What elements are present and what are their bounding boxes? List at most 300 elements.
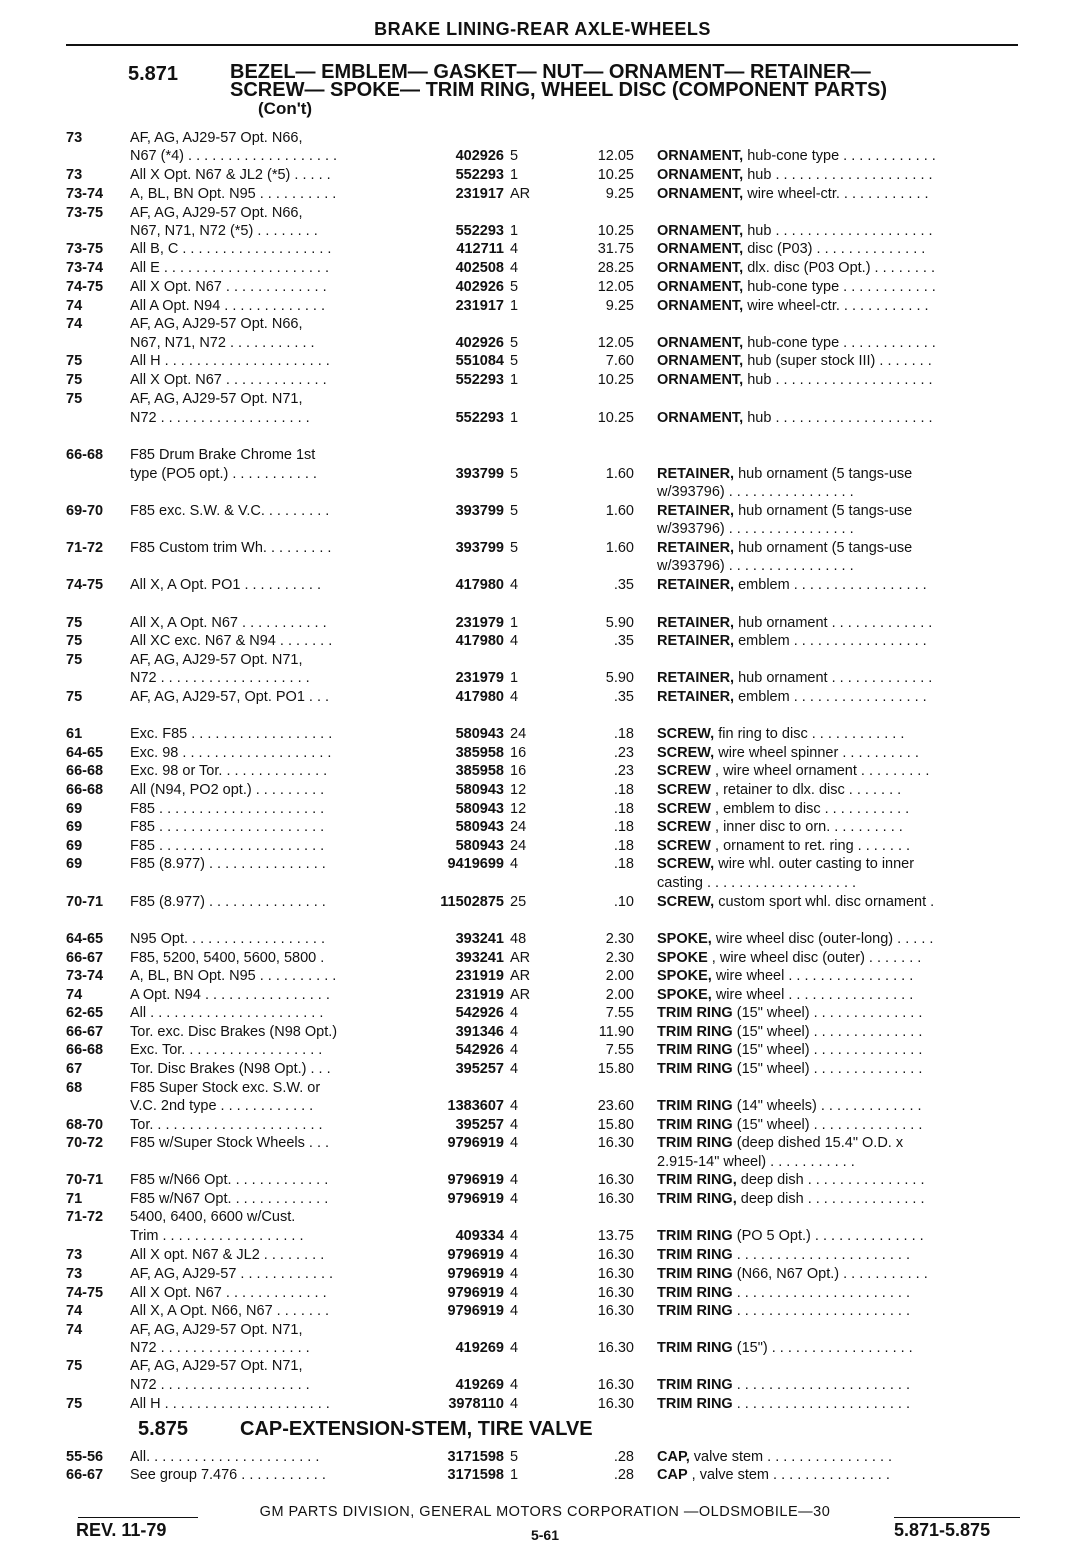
description-detail: deep dish . . . . . . . . . . . . . . . bbox=[736, 1191, 925, 1207]
model-year: 74-75 bbox=[66, 577, 104, 593]
description bbox=[657, 1246, 1027, 1265]
description-keyword: SCREW bbox=[657, 819, 711, 835]
table-row bbox=[0, 1466, 1090, 1485]
table-row bbox=[0, 166, 1090, 185]
table-row bbox=[0, 762, 1090, 781]
description-keyword: TRIM RING bbox=[657, 1285, 733, 1301]
part-number: 417980 bbox=[455, 577, 504, 593]
description bbox=[657, 1116, 1027, 1135]
model-year: 62-65 bbox=[66, 1005, 104, 1021]
quantity: 4 bbox=[510, 1024, 519, 1040]
table-row bbox=[0, 315, 1090, 334]
quantity: 4 bbox=[510, 1377, 519, 1393]
quantity: 25 bbox=[510, 894, 527, 910]
model-year: 73-74 bbox=[66, 260, 104, 276]
application: AF, AG, AJ29-57 Opt. N71, bbox=[130, 1322, 303, 1338]
description-keyword: TRIM RING bbox=[657, 1098, 733, 1114]
description bbox=[657, 930, 1027, 949]
description-keyword: ORNAMENT, bbox=[657, 167, 744, 183]
price: .10 bbox=[613, 894, 634, 910]
description-detail: valve stem . . . . . . . . . . . . . . . . bbox=[689, 1449, 893, 1465]
quantity: 1 bbox=[510, 298, 519, 314]
description-detail: hub . . . . . . . . . . . . . . . . . . . . bbox=[743, 223, 933, 239]
part-number: 580943 bbox=[455, 838, 504, 854]
model-year: 64-65 bbox=[66, 931, 104, 947]
price: 16.30 bbox=[597, 1191, 634, 1207]
application: F85 w/N67 Opt. . . . . . . . . . . . . bbox=[130, 1191, 329, 1207]
description bbox=[657, 688, 1027, 707]
part-number: 393799 bbox=[455, 466, 504, 482]
description bbox=[657, 222, 1027, 241]
description bbox=[657, 669, 1027, 688]
description-keyword: SPOKE, bbox=[657, 931, 712, 947]
description bbox=[657, 1395, 1027, 1414]
table-row bbox=[0, 1004, 1090, 1023]
application: All X, A Opt. N67 . . . . . . . . . . . bbox=[130, 615, 327, 631]
description-keyword: TRIM RING bbox=[657, 1024, 733, 1040]
price: 16.30 bbox=[597, 1266, 634, 1282]
part-number: 412711 bbox=[456, 241, 504, 257]
description-keyword: ORNAMENT, bbox=[657, 372, 744, 388]
description-detail: emblem . . . . . . . . . . . . . . . . . bbox=[734, 689, 927, 705]
application: All X, A Opt. PO1 . . . . . . . . . . bbox=[130, 577, 321, 593]
description-keyword: TRIM RING bbox=[657, 1303, 733, 1319]
description-keyword: TRIM RING bbox=[657, 1042, 733, 1058]
table-row bbox=[0, 1190, 1090, 1209]
description bbox=[657, 371, 1027, 390]
quantity: 16 bbox=[510, 745, 527, 761]
description-keyword: TRIM RING bbox=[657, 1377, 733, 1393]
table-row bbox=[0, 576, 1090, 595]
application: F85 . . . . . . . . . . . . . . . . . . . . . bbox=[130, 819, 325, 835]
price: 5.90 bbox=[605, 615, 634, 631]
description-detail: casting . . . . . . . . . . . . . . . . . . . bbox=[657, 875, 857, 891]
part-number: 393799 bbox=[455, 503, 504, 519]
description bbox=[657, 1265, 1027, 1284]
model-year: 66-68 bbox=[66, 763, 104, 779]
description-detail: hub-cone type . . . . . . . . . . . . bbox=[743, 279, 936, 295]
part-number: 395257 bbox=[455, 1061, 504, 1077]
description-keyword: TRIM RING bbox=[657, 1228, 733, 1244]
application: AF, AG, AJ29-57, Opt. PO1 . . . bbox=[130, 689, 330, 705]
quantity: 24 bbox=[510, 726, 527, 742]
description-keyword: TRIM RING bbox=[657, 1005, 733, 1021]
application: A, BL, BN Opt. N95 . . . . . . . . . . bbox=[130, 186, 337, 202]
model-year: 61 bbox=[66, 726, 83, 742]
application: Exc. 98 . . . . . . . . . . . . . . . . . . . bbox=[130, 745, 332, 761]
description-detail: . . . . . . . . . . . . . . . . . . . . . . bbox=[732, 1377, 910, 1393]
model-year: 75 bbox=[66, 633, 83, 649]
description-detail: emblem . . . . . . . . . . . . . . . . . bbox=[734, 633, 927, 649]
description bbox=[657, 576, 1027, 595]
description-detail: (15" wheel) . . . . . . . . . . . . . . bbox=[732, 1117, 923, 1133]
model-year: 75 bbox=[66, 372, 83, 388]
table-row bbox=[0, 1153, 1090, 1172]
quantity: 5 bbox=[510, 540, 519, 556]
page-title: BRAKE LINING-REAR AXLE-WHEELS bbox=[374, 19, 711, 39]
quantity: 4 bbox=[510, 1042, 519, 1058]
price: .35 bbox=[613, 633, 634, 649]
description bbox=[657, 1339, 1027, 1358]
model-year: 73-75 bbox=[66, 241, 104, 257]
page-number: 5-61 bbox=[530, 1527, 560, 1543]
table-row bbox=[0, 632, 1090, 651]
model-year: 69 bbox=[66, 838, 83, 854]
table-row bbox=[0, 781, 1090, 800]
description-keyword: TRIM RING bbox=[657, 1247, 733, 1263]
description bbox=[657, 1302, 1027, 1321]
quantity: 4 bbox=[510, 1005, 519, 1021]
table-row bbox=[0, 278, 1090, 297]
application: N67, N71, N72 . . . . . . . . . . . bbox=[130, 335, 315, 351]
application: A, BL, BN Opt. N95 . . . . . . . . . . bbox=[130, 968, 337, 984]
description bbox=[657, 967, 1027, 986]
application: All B, C . . . . . . . . . . . . . . . . . . . bbox=[130, 241, 332, 257]
table-row bbox=[0, 502, 1090, 521]
footer-rule-right bbox=[894, 1517, 1020, 1518]
price: .23 bbox=[613, 763, 634, 779]
description-detail: (deep dished 15.4" O.D. x bbox=[732, 1135, 904, 1151]
description bbox=[657, 483, 1027, 502]
quantity: 5 bbox=[510, 335, 519, 351]
table-row bbox=[0, 1023, 1090, 1042]
price: .18 bbox=[613, 856, 634, 872]
application: A Opt. N94 . . . . . . . . . . . . . . . . bbox=[130, 987, 330, 1003]
application: All XC exc. N67 & N94 . . . . . . . bbox=[130, 633, 333, 649]
application: Exc. 98 or Tor. . . . . . . . . . . . . . bbox=[130, 763, 328, 779]
quantity: 4 bbox=[510, 1266, 519, 1282]
quantity: AR bbox=[510, 186, 531, 202]
application: Exc. Tor. . . . . . . . . . . . . . . . . . bbox=[130, 1042, 323, 1058]
application: All. . . . . . . . . . . . . . . . . . . . . . bbox=[130, 1449, 320, 1465]
table-row bbox=[0, 1134, 1090, 1153]
application: F85 (8.977) . . . . . . . . . . . . . . . bbox=[130, 856, 326, 872]
quantity: 24 bbox=[510, 819, 527, 835]
part-number: 580943 bbox=[455, 801, 504, 817]
description bbox=[657, 1134, 1027, 1153]
model-year: 73 bbox=[66, 1266, 83, 1282]
price: 1.60 bbox=[605, 466, 634, 482]
application: All X Opt. N67 . . . . . . . . . . . . . bbox=[130, 1285, 327, 1301]
model-year: 64-65 bbox=[66, 745, 104, 761]
table-row bbox=[0, 465, 1090, 484]
description-keyword: TRIM RING bbox=[657, 1340, 733, 1356]
part-number: 393241 bbox=[455, 950, 504, 966]
table-row bbox=[0, 1265, 1090, 1284]
price: 10.25 bbox=[597, 372, 634, 388]
description-detail: (14" wheels) . . . . . . . . . . . . . bbox=[732, 1098, 922, 1114]
quantity: AR bbox=[510, 968, 531, 984]
part-number: 3171598 bbox=[447, 1467, 504, 1483]
table-row bbox=[0, 1041, 1090, 1060]
table-row bbox=[0, 1060, 1090, 1079]
quantity: 4 bbox=[510, 1061, 519, 1077]
application: type (PO5 opt.) . . . . . . . . . . . bbox=[130, 466, 317, 482]
description-detail: wire wheel-ctr. . . . . . . . . . . . bbox=[743, 298, 929, 314]
description-detail: disc (P03) . . . . . . . . . . . . . . bbox=[743, 241, 926, 257]
part-number: 385958 bbox=[455, 745, 504, 761]
application: AF, AG, AJ29-57 Opt. N66, bbox=[130, 205, 303, 221]
part-number: 402926 bbox=[455, 279, 504, 295]
description bbox=[657, 762, 1027, 781]
application: All (N94, PO2 opt.) . . . . . . . . . bbox=[130, 782, 325, 798]
model-year: 71 bbox=[66, 1191, 83, 1207]
application: F85 Drum Brake Chrome 1st bbox=[130, 447, 316, 463]
table-row bbox=[0, 1079, 1090, 1098]
description-keyword: RETAINER, bbox=[657, 670, 735, 686]
table-row bbox=[0, 147, 1090, 166]
table-row bbox=[0, 409, 1090, 428]
application: AF, AG, AJ29-57 Opt. N71, bbox=[130, 391, 303, 407]
description-keyword: CAP bbox=[657, 1467, 688, 1483]
part-number: 1383607 bbox=[447, 1098, 504, 1114]
price: 2.30 bbox=[605, 931, 634, 947]
price: 15.80 bbox=[597, 1061, 634, 1077]
application: N72 . . . . . . . . . . . . . . . . . . . bbox=[130, 1377, 310, 1393]
part-number: 385958 bbox=[455, 763, 504, 779]
application: AF, AG, AJ29-57 . . . . . . . . . . . . bbox=[130, 1266, 334, 1282]
description bbox=[657, 744, 1027, 763]
table-row bbox=[0, 1395, 1090, 1414]
description bbox=[657, 147, 1027, 166]
description-detail: , retainer to dlx. disc . . . . . . . bbox=[710, 782, 902, 798]
model-year: 75 bbox=[66, 1358, 83, 1374]
model-year: 69 bbox=[66, 801, 83, 817]
quantity: 4 bbox=[510, 689, 519, 705]
description bbox=[657, 557, 1027, 576]
section-title-line2: SCREW— SPOKE— TRIM RING, WHEEL DISC (COMPONENT PARTS) bbox=[230, 79, 888, 101]
description-keyword: ORNAMENT, bbox=[657, 148, 744, 164]
model-year: 66-68 bbox=[66, 447, 104, 463]
description bbox=[657, 837, 1027, 856]
price: 12.05 bbox=[597, 148, 634, 164]
application: AF, AG, AJ29-57 Opt. N66, bbox=[130, 316, 303, 332]
part-number: 231917 bbox=[455, 186, 504, 202]
part-number: 402926 bbox=[455, 148, 504, 164]
table-row bbox=[0, 1321, 1090, 1340]
table-row bbox=[0, 688, 1090, 707]
description-detail: fin ring to disc . . . . . . . . . . . . bbox=[714, 726, 905, 742]
price: 16.30 bbox=[597, 1285, 634, 1301]
part-number: 395257 bbox=[455, 1117, 504, 1133]
description bbox=[657, 1041, 1027, 1060]
description bbox=[657, 1004, 1027, 1023]
description-detail: hub . . . . . . . . . . . . . . . . . . . . bbox=[743, 372, 933, 388]
price: 7.60 bbox=[605, 353, 634, 369]
table-row bbox=[0, 129, 1090, 148]
description-keyword: ORNAMENT, bbox=[657, 410, 744, 426]
description-keyword: RETAINER, bbox=[657, 540, 735, 556]
description-keyword: ORNAMENT, bbox=[657, 353, 744, 369]
part-number: 417980 bbox=[455, 689, 504, 705]
quantity: 1 bbox=[510, 615, 519, 631]
description-detail: wire wheel . . . . . . . . . . . . . . . . bbox=[711, 987, 914, 1003]
part-number: 9796919 bbox=[447, 1191, 504, 1207]
application: All X Opt. N67 . . . . . . . . . . . . . bbox=[130, 279, 327, 295]
description bbox=[657, 614, 1027, 633]
part-number: 393799 bbox=[455, 540, 504, 556]
description-detail: emblem . . . . . . . . . . . . . . . . . bbox=[734, 577, 927, 593]
part-number: 3171598 bbox=[447, 1449, 504, 1465]
part-number: 419269 bbox=[455, 1340, 504, 1356]
part-number: 9796919 bbox=[447, 1247, 504, 1263]
description-detail: (15" wheel) . . . . . . . . . . . . . . bbox=[732, 1042, 923, 1058]
section-title-line1: BEZEL— EMBLEM— GASKET— NUT— ORNAMENT— RETAINER— bbox=[230, 61, 871, 83]
section-number: 5.871 bbox=[128, 63, 179, 85]
application: All E . . . . . . . . . . . . . . . . . . . . . bbox=[130, 260, 330, 276]
table-row bbox=[0, 967, 1090, 986]
quantity: 4 bbox=[510, 260, 519, 276]
price: 9.25 bbox=[605, 298, 634, 314]
quantity: 1 bbox=[510, 670, 519, 686]
description-keyword: CAP, bbox=[657, 1449, 690, 1465]
table-row bbox=[0, 483, 1090, 502]
section-range: 5.871-5.875 bbox=[894, 1520, 991, 1540]
table-row bbox=[0, 297, 1090, 316]
quantity: 1 bbox=[510, 223, 519, 239]
application: V.C. 2nd type . . . . . . . . . . . . bbox=[130, 1098, 314, 1114]
description bbox=[657, 1376, 1027, 1395]
model-year: 70-71 bbox=[66, 894, 104, 910]
table-row bbox=[0, 930, 1090, 949]
price: .35 bbox=[613, 577, 634, 593]
price: 7.55 bbox=[605, 1042, 634, 1058]
description-detail: wire wheel spinner . . . . . . . . . . bbox=[714, 745, 919, 761]
part-number: 3978110 bbox=[448, 1396, 504, 1412]
table-row bbox=[0, 1339, 1090, 1358]
part-number: 419269 bbox=[455, 1377, 504, 1393]
description-detail: deep dish . . . . . . . . . . . . . . . bbox=[736, 1172, 925, 1188]
description-detail: hub ornament . . . . . . . . . . . . . bbox=[734, 615, 933, 631]
application: All . . . . . . . . . . . . . . . . . . . . . . bbox=[130, 1005, 324, 1021]
description-detail: w/393796) . . . . . . . . . . . . . . . . bbox=[657, 521, 854, 537]
quantity: AR bbox=[510, 987, 531, 1003]
model-year: 75 bbox=[66, 689, 83, 705]
table-row bbox=[0, 1284, 1090, 1303]
description-detail: hub ornament (5 tangs-use bbox=[734, 466, 913, 482]
quantity: 4 bbox=[510, 1135, 519, 1151]
description-detail: (15" wheel) . . . . . . . . . . . . . . bbox=[732, 1061, 923, 1077]
application: Trim . . . . . . . . . . . . . . . . . . bbox=[130, 1228, 304, 1244]
quantity: 4 bbox=[510, 1247, 519, 1263]
model-year: 55-56 bbox=[66, 1449, 104, 1465]
application: Tor. . . . . . . . . . . . . . . . . . . . . . bbox=[130, 1117, 323, 1133]
description bbox=[657, 800, 1027, 819]
section-number-2: 5.875 bbox=[138, 1418, 189, 1440]
quantity: 5 bbox=[510, 279, 519, 295]
description-detail: hub (super stock III) . . . . . . . bbox=[743, 353, 932, 369]
model-year: 69 bbox=[66, 856, 83, 872]
model-year: 73 bbox=[66, 1247, 83, 1263]
model-year: 73-75 bbox=[66, 205, 104, 221]
part-number: 417980 bbox=[455, 633, 504, 649]
description-keyword: RETAINER, bbox=[657, 689, 735, 705]
table-row bbox=[0, 1171, 1090, 1190]
table-row bbox=[0, 390, 1090, 409]
price: .35 bbox=[613, 689, 634, 705]
description bbox=[657, 259, 1027, 278]
table-row bbox=[0, 1097, 1090, 1116]
description bbox=[657, 1023, 1027, 1042]
price: 15.80 bbox=[597, 1117, 634, 1133]
table-row bbox=[0, 725, 1090, 744]
price: 2.30 bbox=[605, 950, 634, 966]
table-row bbox=[0, 669, 1090, 688]
description-keyword: RETAINER, bbox=[657, 577, 735, 593]
model-year: 68-70 bbox=[66, 1117, 104, 1133]
description-keyword: ORNAMENT, bbox=[657, 223, 744, 239]
model-year: 75 bbox=[66, 391, 83, 407]
part-number: 580943 bbox=[455, 782, 504, 798]
table-row bbox=[0, 1448, 1090, 1467]
description-keyword: TRIM RING bbox=[657, 1266, 733, 1282]
description bbox=[657, 1227, 1027, 1246]
application: Tor. Disc Brakes (N98 Opt.) . . . bbox=[130, 1061, 331, 1077]
quantity: 4 bbox=[510, 1340, 519, 1356]
description-keyword: SPOKE, bbox=[657, 987, 712, 1003]
description-detail: hub-cone type . . . . . . . . . . . . bbox=[743, 335, 936, 351]
price: .28 bbox=[613, 1467, 634, 1483]
description-keyword: RETAINER, bbox=[657, 503, 735, 519]
description bbox=[657, 240, 1027, 259]
table-row bbox=[0, 1208, 1090, 1227]
quantity: 1 bbox=[510, 167, 519, 183]
application: F85 . . . . . . . . . . . . . . . . . . . . . bbox=[130, 838, 325, 854]
part-number: 409334 bbox=[455, 1228, 504, 1244]
description-detail: , inner disc to orn. . . . . . . . . . bbox=[710, 819, 903, 835]
quantity: 4 bbox=[510, 1396, 519, 1412]
description-detail: w/393796) . . . . . . . . . . . . . . . . bbox=[657, 558, 854, 574]
table-row bbox=[0, 855, 1090, 874]
description-detail: . . . . . . . . . . . . . . . . . . . . . . bbox=[732, 1303, 910, 1319]
price: 7.55 bbox=[605, 1005, 634, 1021]
table-row bbox=[0, 744, 1090, 763]
description bbox=[657, 1097, 1027, 1116]
description bbox=[657, 1190, 1027, 1209]
part-number: 231917 bbox=[455, 298, 504, 314]
price: .18 bbox=[613, 801, 634, 817]
description-detail: wire whl. outer casting to inner bbox=[714, 856, 915, 872]
application: N67, N71, N72 (*5) . . . . . . . . bbox=[130, 223, 318, 239]
description-detail: 2.915-14" wheel) . . . . . . . . . . . bbox=[657, 1154, 855, 1170]
part-number: 391346 bbox=[455, 1024, 504, 1040]
model-year: 66-67 bbox=[66, 950, 104, 966]
table-row bbox=[0, 371, 1090, 390]
table-row bbox=[0, 651, 1090, 670]
description-detail: dlx. disc (P03 Opt.) . . . . . . . . bbox=[743, 260, 935, 276]
table-row bbox=[0, 986, 1090, 1005]
table-row bbox=[0, 1302, 1090, 1321]
title-rule bbox=[66, 44, 1018, 46]
price: 16.30 bbox=[597, 1396, 634, 1412]
description bbox=[657, 818, 1027, 837]
application: AF, AG, AJ29-57 Opt. N71, bbox=[130, 652, 303, 668]
revision-label: REV. 11-79 bbox=[76, 1520, 167, 1540]
table-row bbox=[0, 185, 1090, 204]
quantity: 4 bbox=[510, 1303, 519, 1319]
description-detail: wire wheel-ctr. . . . . . . . . . . . bbox=[743, 186, 929, 202]
description-detail: hub-cone type . . . . . . . . . . . . bbox=[743, 148, 936, 164]
quantity: 1 bbox=[510, 1467, 519, 1483]
quantity: 4 bbox=[510, 633, 519, 649]
part-number: 9796919 bbox=[447, 1266, 504, 1282]
quantity: 1 bbox=[510, 372, 519, 388]
model-year: 69-70 bbox=[66, 503, 104, 519]
description-detail: (15" wheel) . . . . . . . . . . . . . . bbox=[732, 1024, 923, 1040]
part-number: 231979 bbox=[455, 615, 504, 631]
application: All X opt. N67 & JL2 . . . . . . . . bbox=[130, 1247, 325, 1263]
application: F85, 5200, 5400, 5600, 5800 . bbox=[130, 950, 325, 966]
